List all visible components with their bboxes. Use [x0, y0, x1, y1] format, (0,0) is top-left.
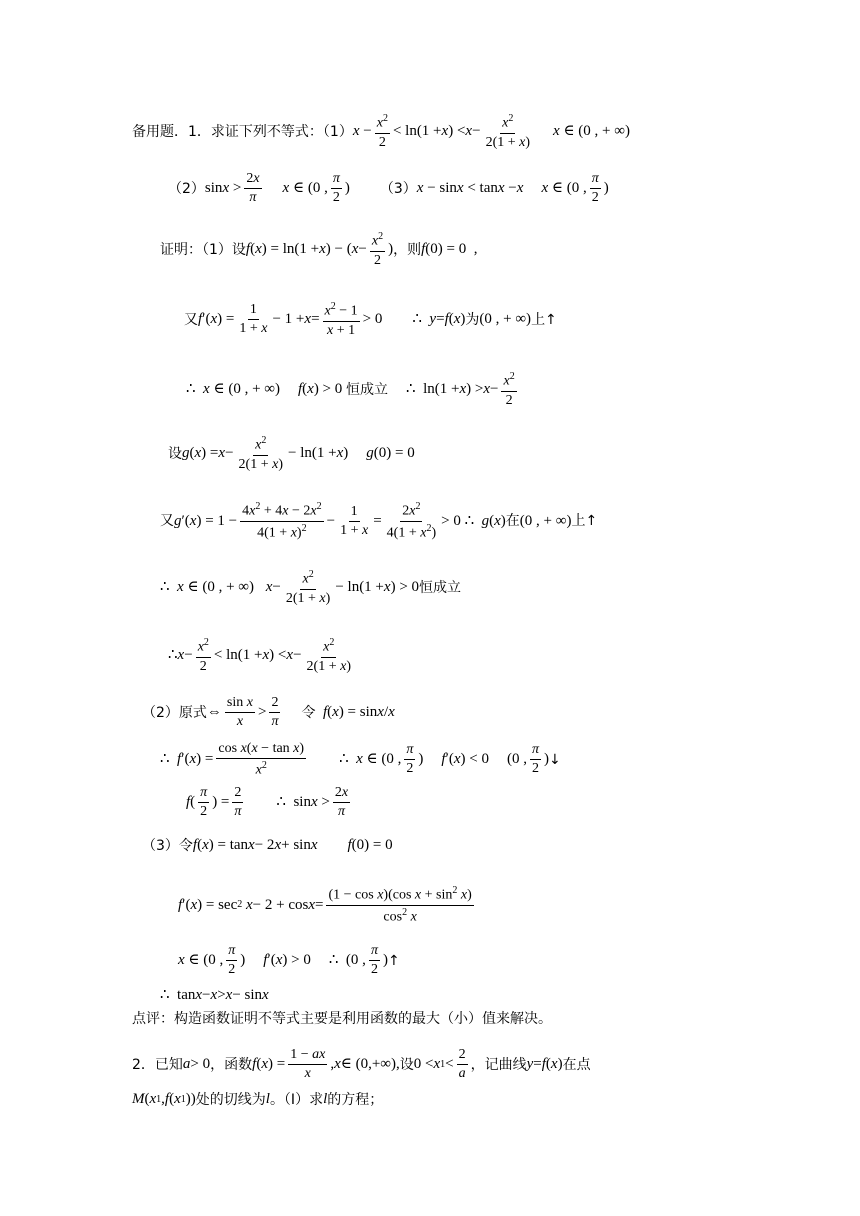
proof-part-3-line-3: x ∈ (0 , $\frac{\pi}{2}$ ) f ′( x ) > 0 ∴ (0 , $\frac{\pi}{2}$ ) ↑ [178, 943, 400, 977]
proof-part-2-line-3: f ( $\frac{\pi}{2}$ ) = $\frac{2}{\pi}$ ∴ sin x > $\frac{2x}{\pi}$ [186, 785, 349, 819]
proof-part-3-line-4: ∴ tan x − x > x − sin x [160, 987, 269, 1003]
problem-parts-2-3: （2） sin x > $\frac{2x}{\pi}$ x ∈ (0 , $\frac{\pi}{2}$ ) （3） x − sin x < tan x − x x ∈ (0 , $\frac{\pi}{2}$ ) [168, 171, 609, 205]
proof-line-3: ∴ x ∈ (0 , + ∞) f ( x ) > 0 恒成立 ∴ ln(1 + x ) > x − $\frac{x^2}{2}$ [186, 371, 515, 408]
proof-part-2-line-1: （2）原式 ⇔ $\frac{\text{sin x}}{x}$ > $\frac{2}{\pi}$ 令 f ( x ) = sin x / x [142, 695, 395, 729]
proof-part-3-line-2: f ′( x ) = sec 2 x − 2 + cos x = $\frac{(1 - \cos x)(\cos x + \sin^2 x)}{\cos^2 x}$ [178, 885, 472, 925]
proof-line-5: 又 g ′( x ) = 1 − $\frac{4x^2 + 4x - 2x^2}{4(1 + x)^2}$ − $\frac{1}{1 + x}$ = $\frac{2x^2}{4(1 + x^2)}$ > 0 ∴ g ( x ) 在 (0 , + ∞) 上↑ [160, 501, 598, 541]
proof-line-2: 又 f ′( x ) = $\frac{1}{1 + x}$ − 1 + x = $\frac{x^2 - 1}{x + 1}$ > 0 ∴ y = f ( x ) 为 (0 , + ∞) 上↑ [184, 301, 557, 338]
proof-line-1: 证明：（1）设 f ( x ) = ln(1 + x ) − ( x − $\frac{x^2}{2}$ ) ，则 f (0) = 0 , [160, 231, 478, 268]
proof-line-6: ∴ x ∈ (0 , + ∞) x − $\frac{x^2}{2(1 + x)}$ − ln(1 + x ) > 0 恒成立 [160, 569, 462, 606]
problem-heading: 备用题．1．求证下列不等式：（1） x − $\frac{x^2}{2}$ < ln(1 + x ) < x − $\frac{x^2}{2(1 + x)}$ x ∈ (0 , + ∞) [132, 113, 630, 150]
problem-2-line-1: 2．已知 a > 0 ，函数 f ( x ) = $\frac{1 - ax}{x}$ , x ∈ (0,+∞), 设 0 < x 1 < $\frac{2}{a}$ ，记曲线 y = f ( x ) 在点 [132, 1047, 591, 1081]
proof-part-3-line-1: （3）令 f ( x ) = tan x − 2 x + sin x f (0) = 0 [142, 837, 393, 854]
problem-2-line-2: M ( x 1 , f ( x 1 )) 处的切线为 l 。（Ⅰ）求 l 的方程； [132, 1091, 384, 1108]
comment: 点评：构造函数证明不等式主要是利用函数的最大（小）值来解决。 [132, 1011, 552, 1027]
proof-line-7: ∴ x − $\frac{x^2}{2}$ < ln(1 + x ) < x − $\frac{x^2}{2(1 + x)}$ [168, 637, 351, 674]
proof-part-2-line-2: ∴ f ′( x ) = $\frac{\text{cos x(x − tan x)}}{x^2}$ ∴ x ∈ (0 , $\frac{\pi}{2}$ ) f ′( x ) < 0 (0 , $\frac{\pi}{2}$ ) ↓ [160, 741, 561, 778]
proof-line-4: 设 g ( x ) = x − $\frac{x^2}{2(1 + x)}$ − ln(1 + x ) g (0) = 0 [168, 435, 415, 472]
